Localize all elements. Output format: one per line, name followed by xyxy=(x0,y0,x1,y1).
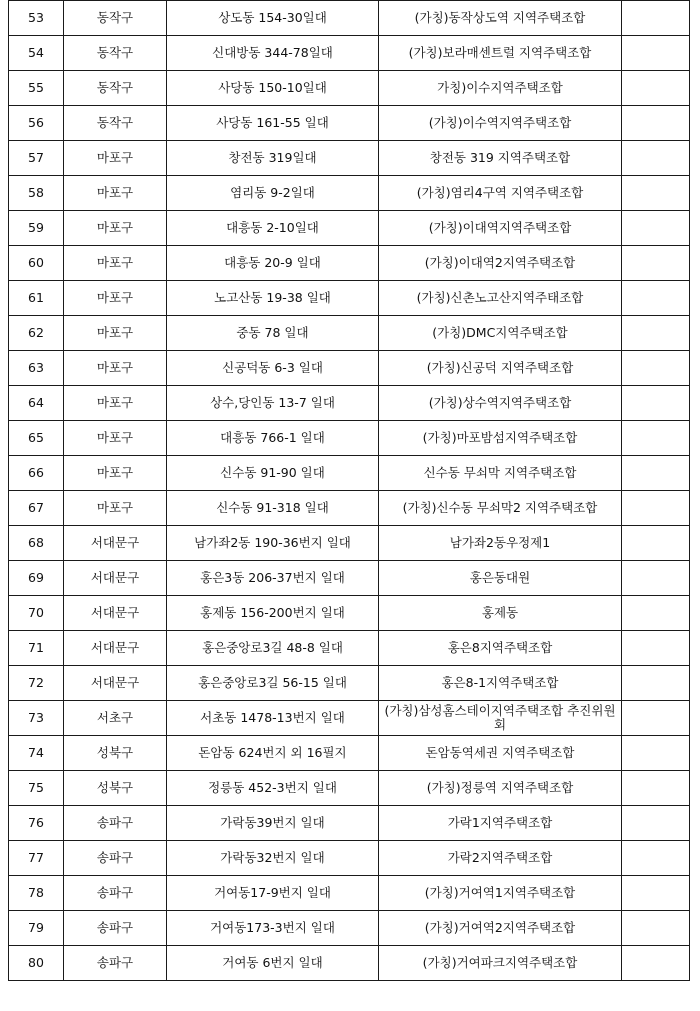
district-cell: 마포구 xyxy=(64,421,167,456)
table-row xyxy=(9,456,690,491)
association-name-cell: (가칭)신공덕 지역주택조합 xyxy=(379,351,622,386)
note-cell xyxy=(622,281,690,316)
row-number: 78 xyxy=(9,876,64,911)
note-cell xyxy=(622,946,690,981)
row-number: 63 xyxy=(9,351,64,386)
district-cell: 서대문구 xyxy=(64,596,167,631)
row-number: 77 xyxy=(9,841,64,876)
district-cell: 송파구 xyxy=(64,946,167,981)
table-row xyxy=(9,421,690,456)
location-cell: 중동 78 일대 xyxy=(167,316,379,351)
table-row xyxy=(9,246,690,281)
note-cell xyxy=(622,736,690,771)
district-cell: 마포구 xyxy=(64,176,167,211)
association-name-cell: (가칭)동작상도역 지역주택조합 xyxy=(379,1,622,36)
row-number: 53 xyxy=(9,1,64,36)
table-row xyxy=(9,386,690,421)
location-cell: 대흥동 766-1 일대 xyxy=(167,421,379,456)
association-name-cell: 돈암동역세권 지역주택조합 xyxy=(379,736,622,771)
association-name-cell: (가칭)신촌노고산지역주태조합 xyxy=(379,281,622,316)
district-cell: 마포구 xyxy=(64,246,167,281)
district-cell: 성북구 xyxy=(64,736,167,771)
note-cell xyxy=(622,71,690,106)
table-row xyxy=(9,281,690,316)
association-name-cell: (가칭)상수역지역주택조합 xyxy=(379,386,622,421)
association-name-cell: 남가좌2동우정제1 xyxy=(379,526,622,561)
location-cell: 신공덕동 6-3 일대 xyxy=(167,351,379,386)
association-name-cell: (가칭)이수역지역주택조합 xyxy=(379,106,622,141)
association-name-cell: (가칭)삼성홈스테이지역주택조합 추진위원회 xyxy=(379,701,622,736)
district-cell: 송파구 xyxy=(64,876,167,911)
row-number: 64 xyxy=(9,386,64,421)
row-number: 62 xyxy=(9,316,64,351)
location-cell: 상도동 154-30일대 xyxy=(167,1,379,36)
district-cell: 마포구 xyxy=(64,491,167,526)
association-name-cell: 창전동 319 지역주택조합 xyxy=(379,141,622,176)
location-cell: 홍은중앙로3길 48-8 일대 xyxy=(167,631,379,666)
row-number: 71 xyxy=(9,631,64,666)
row-number: 73 xyxy=(9,701,64,736)
row-number: 56 xyxy=(9,106,64,141)
district-cell: 마포구 xyxy=(64,281,167,316)
association-name-cell: 가락1지역주택조합 xyxy=(379,806,622,841)
district-cell: 서초구 xyxy=(64,701,167,736)
table-row xyxy=(9,71,690,106)
location-cell: 신수동 91-318 일대 xyxy=(167,491,379,526)
row-number: 54 xyxy=(9,36,64,71)
note-cell xyxy=(622,561,690,596)
association-name-cell: (가칭)이대역2지역주택조합 xyxy=(379,246,622,281)
location-cell: 거여동17-9번지 일대 xyxy=(167,876,379,911)
district-cell: 서대문구 xyxy=(64,631,167,666)
note-cell xyxy=(622,141,690,176)
district-cell: 동작구 xyxy=(64,71,167,106)
location-cell: 거여동 6번지 일대 xyxy=(167,946,379,981)
row-number: 67 xyxy=(9,491,64,526)
district-cell: 동작구 xyxy=(64,36,167,71)
table-row xyxy=(9,596,690,631)
housing-association-table xyxy=(8,0,690,981)
location-cell: 서초동 1478-13번지 일대 xyxy=(167,701,379,736)
note-cell xyxy=(622,701,690,736)
district-cell: 마포구 xyxy=(64,211,167,246)
row-number: 59 xyxy=(9,211,64,246)
table-row xyxy=(9,316,690,351)
note-cell xyxy=(622,1,690,36)
note-cell xyxy=(622,491,690,526)
location-cell: 홍은중앙로3길 56-15 일대 xyxy=(167,666,379,701)
association-name-cell: 홍은8지역주택조합 xyxy=(379,631,622,666)
location-cell: 남가좌2동 190-36번지 일대 xyxy=(167,526,379,561)
row-number: 61 xyxy=(9,281,64,316)
location-cell: 상수,당인동 13-7 일대 xyxy=(167,386,379,421)
district-cell: 마포구 xyxy=(64,141,167,176)
note-cell xyxy=(622,666,690,701)
district-cell: 송파구 xyxy=(64,806,167,841)
association-name-cell: (가칭)염리4구역 지역주택조합 xyxy=(379,176,622,211)
note-cell xyxy=(622,36,690,71)
table-row xyxy=(9,701,690,736)
district-cell: 동작구 xyxy=(64,106,167,141)
district-cell: 송파구 xyxy=(64,841,167,876)
association-name-cell: 홍제동 xyxy=(379,596,622,631)
table-row xyxy=(9,106,690,141)
association-name-cell: (가칭)마포밤섬지역주택조합 xyxy=(379,421,622,456)
association-name-cell: (가칭)거여역2지역주택조합 xyxy=(379,911,622,946)
row-number: 58 xyxy=(9,176,64,211)
association-name-cell: (가칭)신수동 무쇠막2 지역주택조합 xyxy=(379,491,622,526)
district-cell: 서대문구 xyxy=(64,526,167,561)
association-name-cell: (가칭)거여파크지역주택조합 xyxy=(379,946,622,981)
note-cell xyxy=(622,456,690,491)
note-cell xyxy=(622,596,690,631)
district-cell: 마포구 xyxy=(64,386,167,421)
district-cell: 송파구 xyxy=(64,911,167,946)
table-row xyxy=(9,806,690,841)
row-number: 80 xyxy=(9,946,64,981)
association-name-cell: 홍은동대원 xyxy=(379,561,622,596)
district-cell: 마포구 xyxy=(64,456,167,491)
table-body xyxy=(9,1,690,981)
row-number: 70 xyxy=(9,596,64,631)
table-row xyxy=(9,631,690,666)
association-name-cell: (가칭)거여역1지역주택조합 xyxy=(379,876,622,911)
table-row xyxy=(9,211,690,246)
district-cell: 동작구 xyxy=(64,1,167,36)
row-number: 75 xyxy=(9,771,64,806)
location-cell: 대흥동 20-9 일대 xyxy=(167,246,379,281)
table-row xyxy=(9,666,690,701)
table-row xyxy=(9,911,690,946)
row-number: 55 xyxy=(9,71,64,106)
note-cell xyxy=(622,421,690,456)
table-row xyxy=(9,526,690,561)
district-cell: 마포구 xyxy=(64,351,167,386)
association-name-cell: 가락2지역주택조합 xyxy=(379,841,622,876)
note-cell xyxy=(622,526,690,561)
note-cell xyxy=(622,176,690,211)
note-cell xyxy=(622,911,690,946)
table-row xyxy=(9,771,690,806)
district-cell: 성북구 xyxy=(64,771,167,806)
location-cell: 염리동 9-2일대 xyxy=(167,176,379,211)
row-number: 66 xyxy=(9,456,64,491)
table-row xyxy=(9,491,690,526)
location-cell: 가락동32번지 일대 xyxy=(167,841,379,876)
association-name-cell: (가칭)이대역지역주택조합 xyxy=(379,211,622,246)
row-number: 65 xyxy=(9,421,64,456)
note-cell xyxy=(622,351,690,386)
table-row xyxy=(9,841,690,876)
location-cell: 가락동39번지 일대 xyxy=(167,806,379,841)
note-cell xyxy=(622,106,690,141)
note-cell xyxy=(622,771,690,806)
table-row xyxy=(9,36,690,71)
location-cell: 사당동 150-10일대 xyxy=(167,71,379,106)
location-cell: 거여동173-3번지 일대 xyxy=(167,911,379,946)
association-name-cell: 홍은8-1지역주택조합 xyxy=(379,666,622,701)
location-cell: 돈암동 624번지 외 16필지 xyxy=(167,736,379,771)
row-number: 68 xyxy=(9,526,64,561)
row-number: 74 xyxy=(9,736,64,771)
note-cell xyxy=(622,631,690,666)
location-cell: 신대방동 344-78일대 xyxy=(167,36,379,71)
location-cell: 홍은3동 206-37번지 일대 xyxy=(167,561,379,596)
location-cell: 노고산동 19-38 일대 xyxy=(167,281,379,316)
row-number: 57 xyxy=(9,141,64,176)
note-cell xyxy=(622,841,690,876)
table-row xyxy=(9,351,690,386)
location-cell: 정릉동 452-3번지 일대 xyxy=(167,771,379,806)
location-cell: 홍제동 156-200번지 일대 xyxy=(167,596,379,631)
district-cell: 마포구 xyxy=(64,316,167,351)
note-cell xyxy=(622,246,690,281)
row-number: 69 xyxy=(9,561,64,596)
district-cell: 서대문구 xyxy=(64,561,167,596)
table-row xyxy=(9,736,690,771)
association-name-cell: (가칭)정릉역 지역주택조합 xyxy=(379,771,622,806)
row-number: 79 xyxy=(9,911,64,946)
note-cell xyxy=(622,806,690,841)
location-cell: 창전동 319일대 xyxy=(167,141,379,176)
table-row xyxy=(9,141,690,176)
location-cell: 사당동 161-55 일대 xyxy=(167,106,379,141)
note-cell xyxy=(622,316,690,351)
association-name-cell: (가칭)보라매센트럴 지역주택조합 xyxy=(379,36,622,71)
table-row xyxy=(9,946,690,981)
note-cell xyxy=(622,386,690,421)
table-row xyxy=(9,1,690,36)
note-cell xyxy=(622,211,690,246)
table-row xyxy=(9,561,690,596)
note-cell xyxy=(622,876,690,911)
table-row xyxy=(9,876,690,911)
table-row xyxy=(9,176,690,211)
association-name-cell: 신수동 무쇠막 지역주택조합 xyxy=(379,456,622,491)
location-cell: 신수동 91-90 일대 xyxy=(167,456,379,491)
row-number: 72 xyxy=(9,666,64,701)
location-cell: 대흥동 2-10일대 xyxy=(167,211,379,246)
row-number: 76 xyxy=(9,806,64,841)
association-name-cell: 가칭)이수지역주택조합 xyxy=(379,71,622,106)
association-name-cell: (가칭)DMC지역주택조합 xyxy=(379,316,622,351)
row-number: 60 xyxy=(9,246,64,281)
district-cell: 서대문구 xyxy=(64,666,167,701)
